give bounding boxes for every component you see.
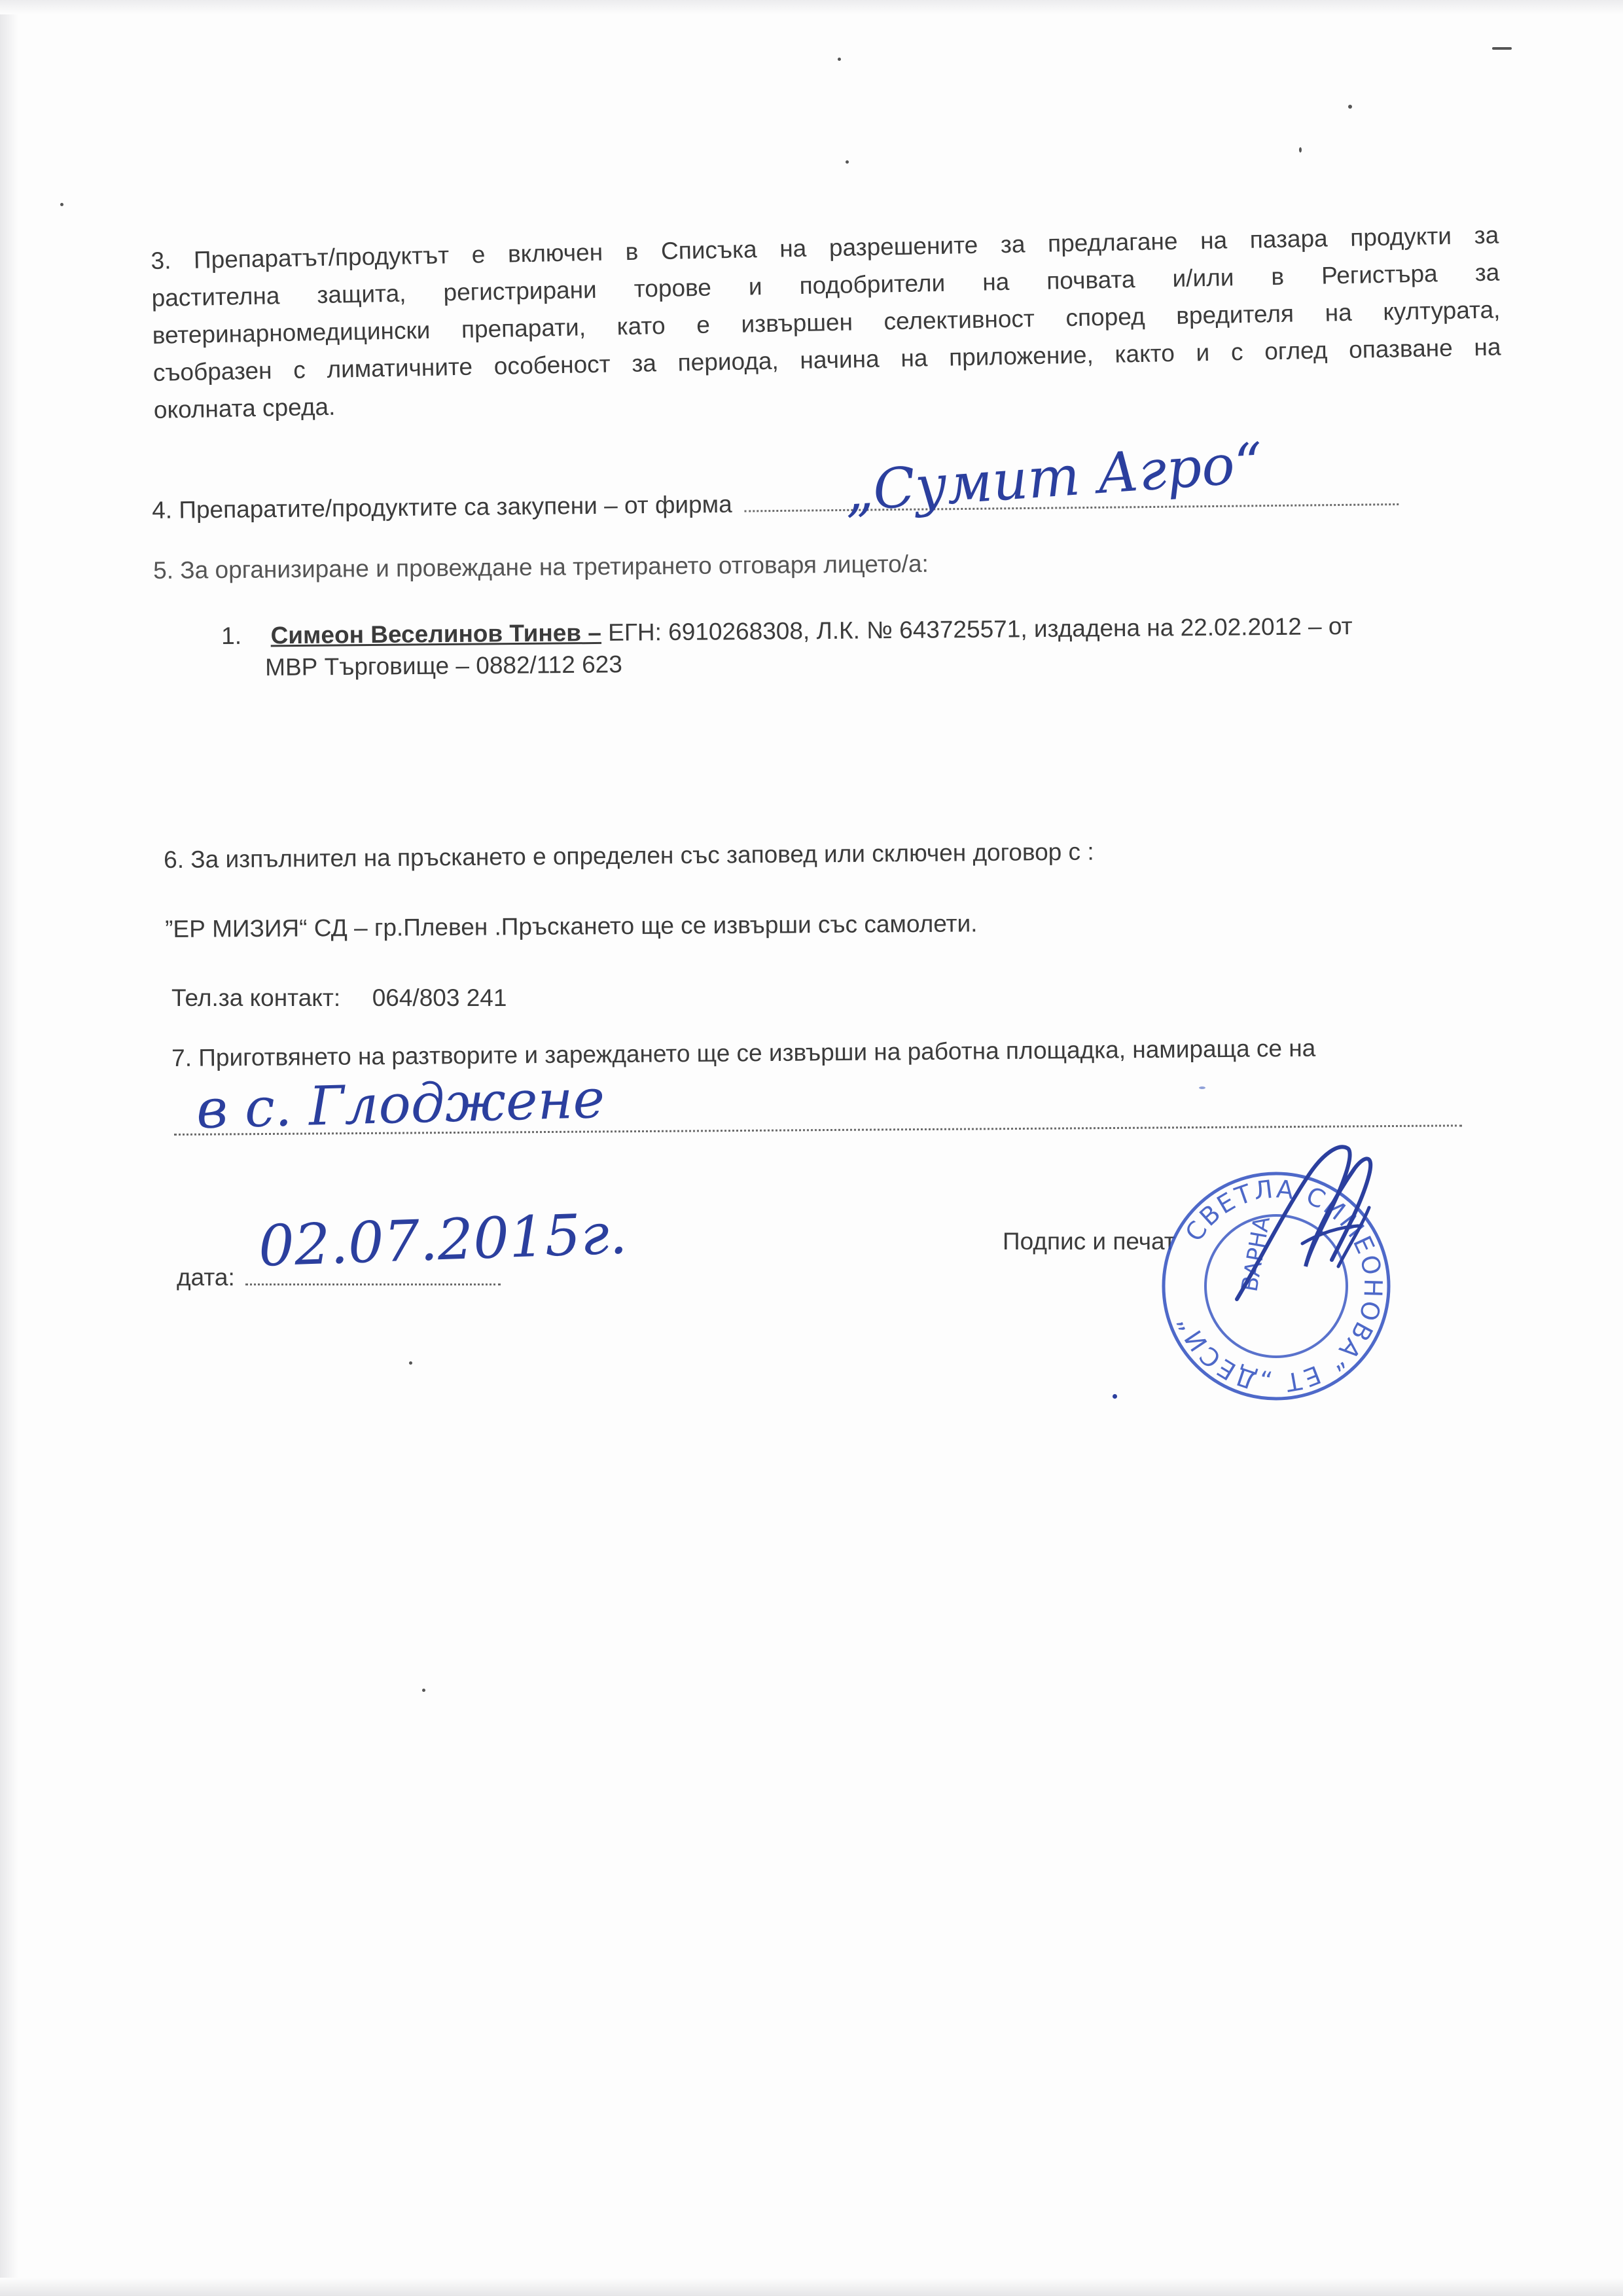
item-5-person-details: ЕГН: 6910268308, Л.К. № 643725571, издадена на 22.02.2012 – от (601, 612, 1353, 646)
scan-speck (1299, 147, 1302, 152)
item-3-line: околната среда. (153, 393, 336, 423)
scan-shadow-top (0, 0, 1623, 14)
item-6-label: 6. За изпълнител на пръскането е определен със заповед или сключен договор с : (164, 838, 1094, 873)
signature-label: Подпис и печат (1003, 1228, 1175, 1255)
scan-speck (846, 160, 849, 164)
item-7-label: 7. Приготвянето на разтворите и зареждането ще се извърши на работна площадка, намираща се на (171, 1034, 1316, 1071)
item-4-label: 4. Препаратите/продуктите са закупени – от фирма (152, 490, 732, 524)
scan-speck (1348, 105, 1352, 109)
scan-shadow-bottom (0, 2278, 1623, 2296)
item-5-person-name: Симеон Веселинов Тинев – (270, 619, 602, 649)
item-5-person-details-2: МВР Търговище – 0882/112 623 (265, 651, 623, 681)
scan-speck (1492, 47, 1512, 50)
item-3-line: съобразен с лиматичните особеност за периода, начина на приложение, както и с оглед опазване на (152, 333, 1501, 386)
item-5-person-row (221, 612, 1353, 651)
stamp-inner-text: ВАРНА (1236, 1214, 1275, 1294)
scan-speck (1113, 1394, 1117, 1399)
date-handwritten: 02.07.2015г. (257, 1201, 628, 1280)
item-6-phone-value: 064/803 241 (372, 984, 507, 1011)
stamp-outer-text: СВЕТЛА СИМЕОНОВА“ ЕТ „ДЕСИ“ (1170, 1174, 1388, 1398)
item-5-label: 5. За организиране и провеждане на третирането отговаря лицето/а: (153, 550, 929, 584)
date-dotted-line (245, 1283, 501, 1285)
scan-speck (409, 1361, 412, 1365)
item-7-handwritten-location: в с. Глоджене (195, 1067, 606, 1141)
item-6-contractor: ”ЕР МИЗИЯ“ СД – гр.Плевен .Пръскането ще се извърши със самолети. (165, 910, 978, 942)
item-6-phone-row (171, 984, 507, 1013)
scan-speck (1199, 1086, 1205, 1089)
item-4-handwritten-company: „Сумит Агро“ (842, 430, 1265, 524)
item-3-line: 3. Препаратът/продуктът е включен в Списъка на разрешените за предлагане на пазара продукти за (151, 221, 1499, 274)
item-5-person-number: 1. (221, 622, 242, 649)
handwritten-signature (1198, 1136, 1433, 1306)
scan-speck (838, 58, 841, 61)
item-6-phone-label: Тел.за контакт: (171, 984, 341, 1011)
date-label: дата: (177, 1264, 235, 1291)
scan-speck (60, 203, 63, 206)
item-3-line: ветеринарномедицински препарати, като е извършен селективност според вредителя на културата, (152, 296, 1501, 349)
scan-shadow-left (0, 0, 18, 2296)
scan-speck (422, 1689, 425, 1692)
item-3-paragraph (151, 216, 1502, 428)
item-3-line: растителна защита, регистрирани торове и подобрители на почвата и/или в Регистъра за (151, 259, 1500, 312)
